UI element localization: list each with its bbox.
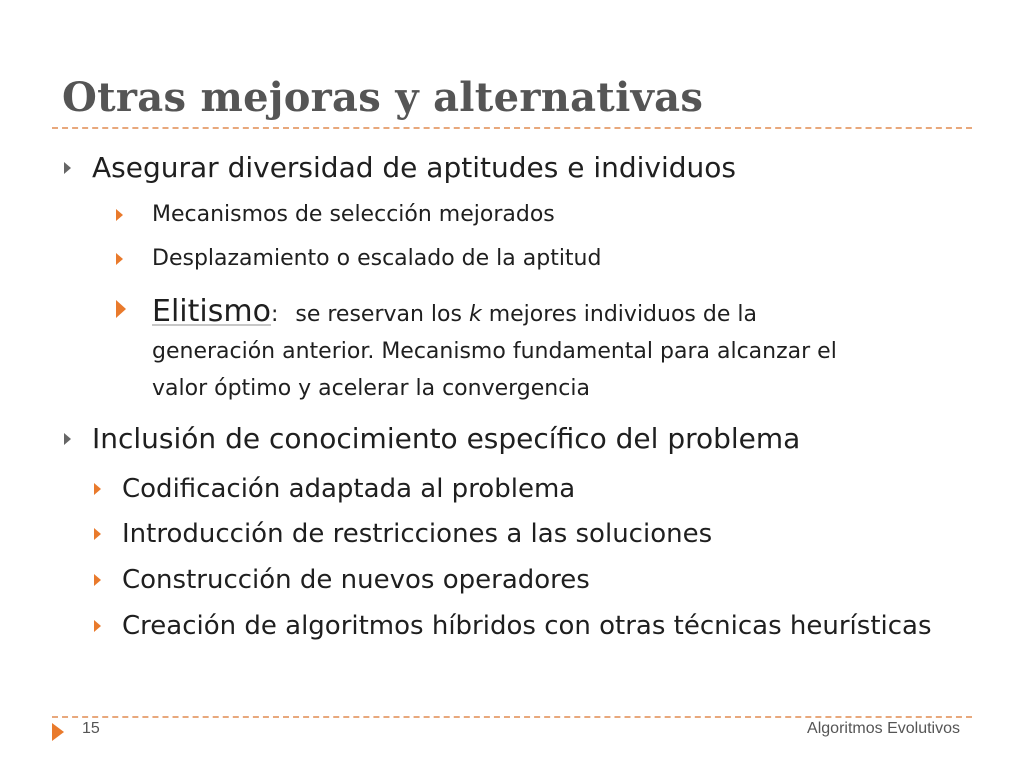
title-divider (52, 127, 972, 129)
bullet-arrow-icon (94, 620, 101, 632)
elitismo-line1-pre: se reservan los (295, 302, 469, 327)
elitismo-line-3: valor óptimo y acelerar la convergencia (152, 376, 590, 401)
page-number: 15 (82, 720, 100, 737)
elitismo-colon: : (270, 302, 279, 327)
elitismo-term: Elitismo (152, 294, 271, 329)
bullet-arrow-icon (64, 433, 71, 445)
sub-bullet-text: Mecanismos de selección mejorados (152, 202, 555, 227)
sub-bullet-text: Introducción de restricciones a las soluciones (122, 519, 713, 549)
slide-title: Otras mejoras y alternativas (62, 74, 704, 121)
bullet-arrow-icon (94, 483, 101, 495)
elitismo-var-k: k (468, 302, 482, 327)
footer-title: Algoritmos Evolutivos (807, 720, 960, 737)
bullet-arrow-icon (116, 300, 126, 318)
sub-bullet-text: Creación de algoritmos híbridos con otras técnicas heurísticas (122, 611, 932, 641)
bullet-arrow-icon (94, 528, 101, 540)
sub-bullet-text: Desplazamiento o escalado de la aptitud (152, 246, 602, 271)
bullet-arrow-icon (116, 209, 123, 221)
bullet-text: Asegurar diversidad de aptitudes e individuos (92, 151, 736, 184)
bullet-arrow-icon (116, 253, 123, 265)
sub-bullet-text: Construcción de nuevos operadores (122, 565, 590, 595)
footer-divider (52, 716, 972, 718)
sub-bullet-text: Codificación adaptada al problema (122, 474, 576, 504)
elitismo-line-1 (152, 294, 757, 333)
footer-arrow-icon (52, 723, 64, 741)
elitismo-line1-post: mejores individuos de la (481, 302, 757, 327)
bullet-arrow-icon (94, 574, 101, 586)
bullet-text: Inclusión de conocimiento específico del problema (92, 422, 801, 455)
elitismo-line-2: generación anterior. Mecanismo fundamental para alcanzar el (152, 339, 837, 364)
bullet-arrow-icon (64, 162, 71, 174)
